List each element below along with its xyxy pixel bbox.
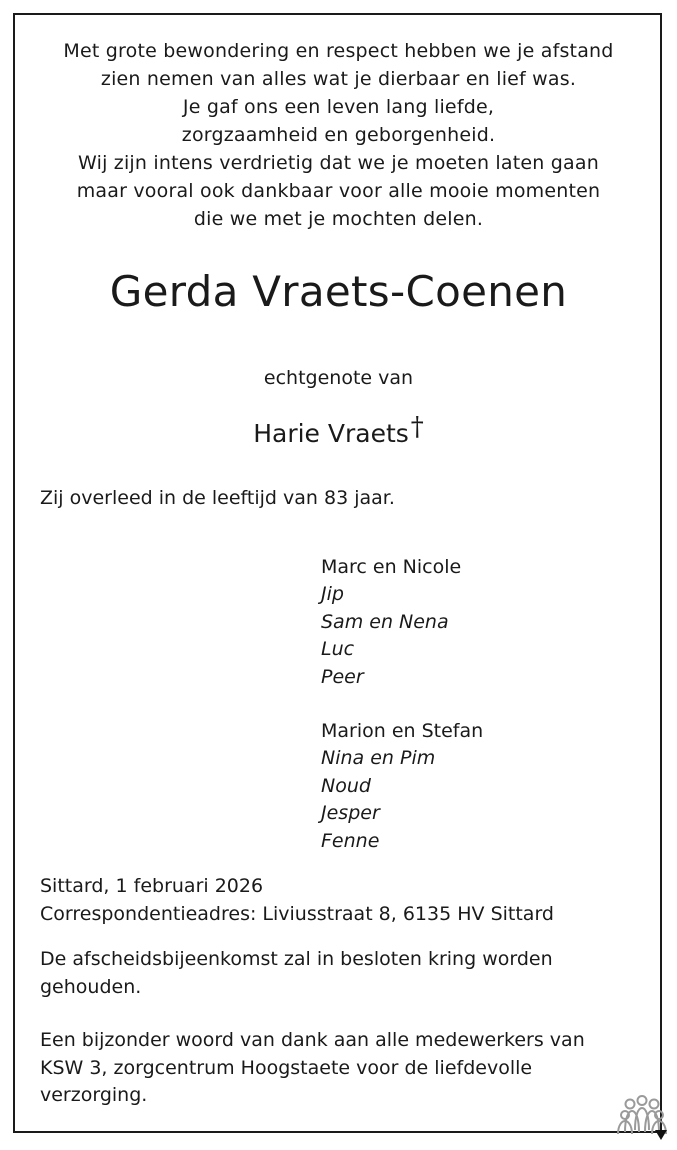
arrow-down-icon — [655, 1130, 667, 1140]
intro-line: zorgzaamheid en geborgenheid. — [181, 124, 496, 146]
family-group — [321, 718, 483, 855]
correspondence-address: Correspondentieadres: Liviusstraat 8, 6135 HV Sittard — [40, 903, 554, 925]
deceased-name: Gerda Vraets-Coenen — [109, 267, 568, 316]
intro-line: Met grote bewondering en respect hebben we je afstand — [63, 40, 614, 62]
spouse-name: Harie Vraets — [253, 419, 409, 448]
age-statement: Zij overleed in de leeftijd van 83 jaar. — [40, 487, 395, 509]
family-child: Nina en Pim — [321, 747, 436, 770]
cross-icon: † — [410, 412, 424, 442]
intro-line: zien nemen van alles wat je dierbaar en lief was. — [100, 68, 577, 90]
family-child: Jip — [321, 583, 344, 606]
people-group-icon — [615, 1094, 669, 1142]
family-child: Jesper — [321, 802, 380, 825]
family-child: Noud — [321, 774, 371, 797]
place-and-address — [40, 872, 554, 928]
family-child: Fenne — [321, 829, 380, 852]
family-parents: Marc en Nicole — [321, 556, 462, 578]
intro-line: maar vooral ook dankbaar voor alle mooie momenten — [76, 180, 601, 202]
intro-poem — [0, 37, 677, 233]
family-parents: Marion en Stefan — [321, 720, 484, 742]
thanks-note: Een bijzonder woord van dank aan alle medewerkers van KSW 3, zorgcentrum Hoogstaete voor de liefdevolle verzorging. — [40, 1029, 585, 1106]
intro-line: die we met je mochten delen. — [193, 208, 484, 230]
place-date: Sittard, 1 februari 2026 — [40, 875, 264, 897]
spouse-label: echtgenote van — [263, 367, 414, 389]
family-child: Sam en Nena — [321, 610, 449, 633]
family-group — [321, 554, 461, 691]
family-child: Luc — [321, 638, 355, 661]
spouse-line — [0, 409, 677, 452]
intro-line: Wij zijn intens verdrietig dat we je moeten laten gaan — [78, 152, 599, 174]
farewell-note: De afscheidsbijeenkomst zal in besloten kring worden gehouden. — [40, 948, 553, 998]
family-child: Peer — [321, 665, 364, 688]
intro-line: Je gaf ons een leven lang liefde, — [182, 96, 495, 118]
